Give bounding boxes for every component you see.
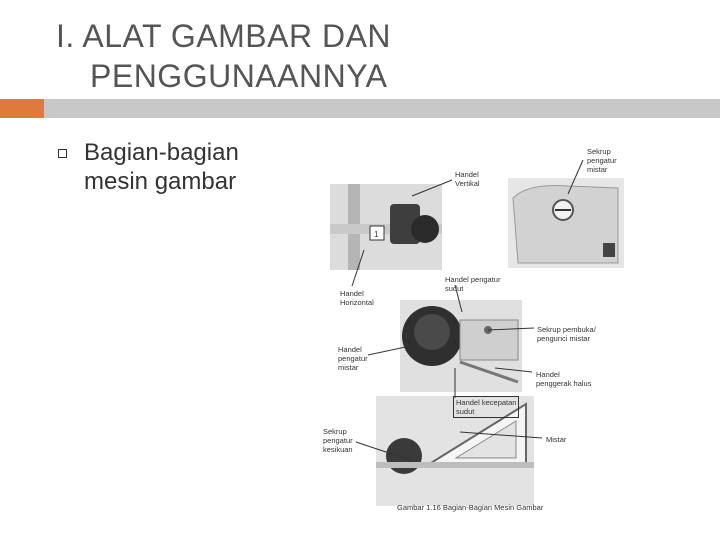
photo-protractor-head (400, 300, 522, 392)
label-handel-vertikal: Handel Vertikal (455, 170, 480, 188)
title-line-1: I. ALAT GAMBAR DAN (56, 18, 392, 54)
label-handel-penggerak-halus: Handel penggerak halus (536, 370, 592, 388)
label-sekrup-pengatur-mistar: Sekrup pengatur mistar (587, 147, 617, 174)
label-handel-pengatur-sudut: Handel pengatur sudut (445, 275, 501, 293)
label-sekrup-pembuka: Sekrup pembuka/ pengunci mistar (537, 325, 596, 343)
title-line-2: PENGGUNAANNYA (90, 58, 388, 94)
title-rule-accent (0, 99, 44, 118)
bullet-text: Bagian-bagian mesin gambar (84, 139, 239, 195)
square-outline-bullet-icon (58, 149, 67, 158)
label-handel-kecepatan-sudut: Handel kecepatan sudut (453, 396, 519, 418)
slide-title (56, 16, 616, 96)
label-handel-pengatur-mistar: Handel pengatur mistar (338, 345, 368, 372)
label-sekrup-pengatur-kesikuan: Sekrup pengatur kesikuan (323, 427, 353, 454)
figure-caption: Gambar 1.16 Bagian-Bagian Mesin Gambar (397, 503, 544, 512)
title-rule (44, 99, 720, 118)
label-handel-horizontal: Handel Horizontal (340, 289, 374, 307)
marker-number: 1 (374, 230, 379, 239)
photo-ruler-screw (508, 178, 624, 268)
label-mistar: Mistar (546, 435, 567, 444)
photo-vertical-handle (330, 184, 442, 270)
